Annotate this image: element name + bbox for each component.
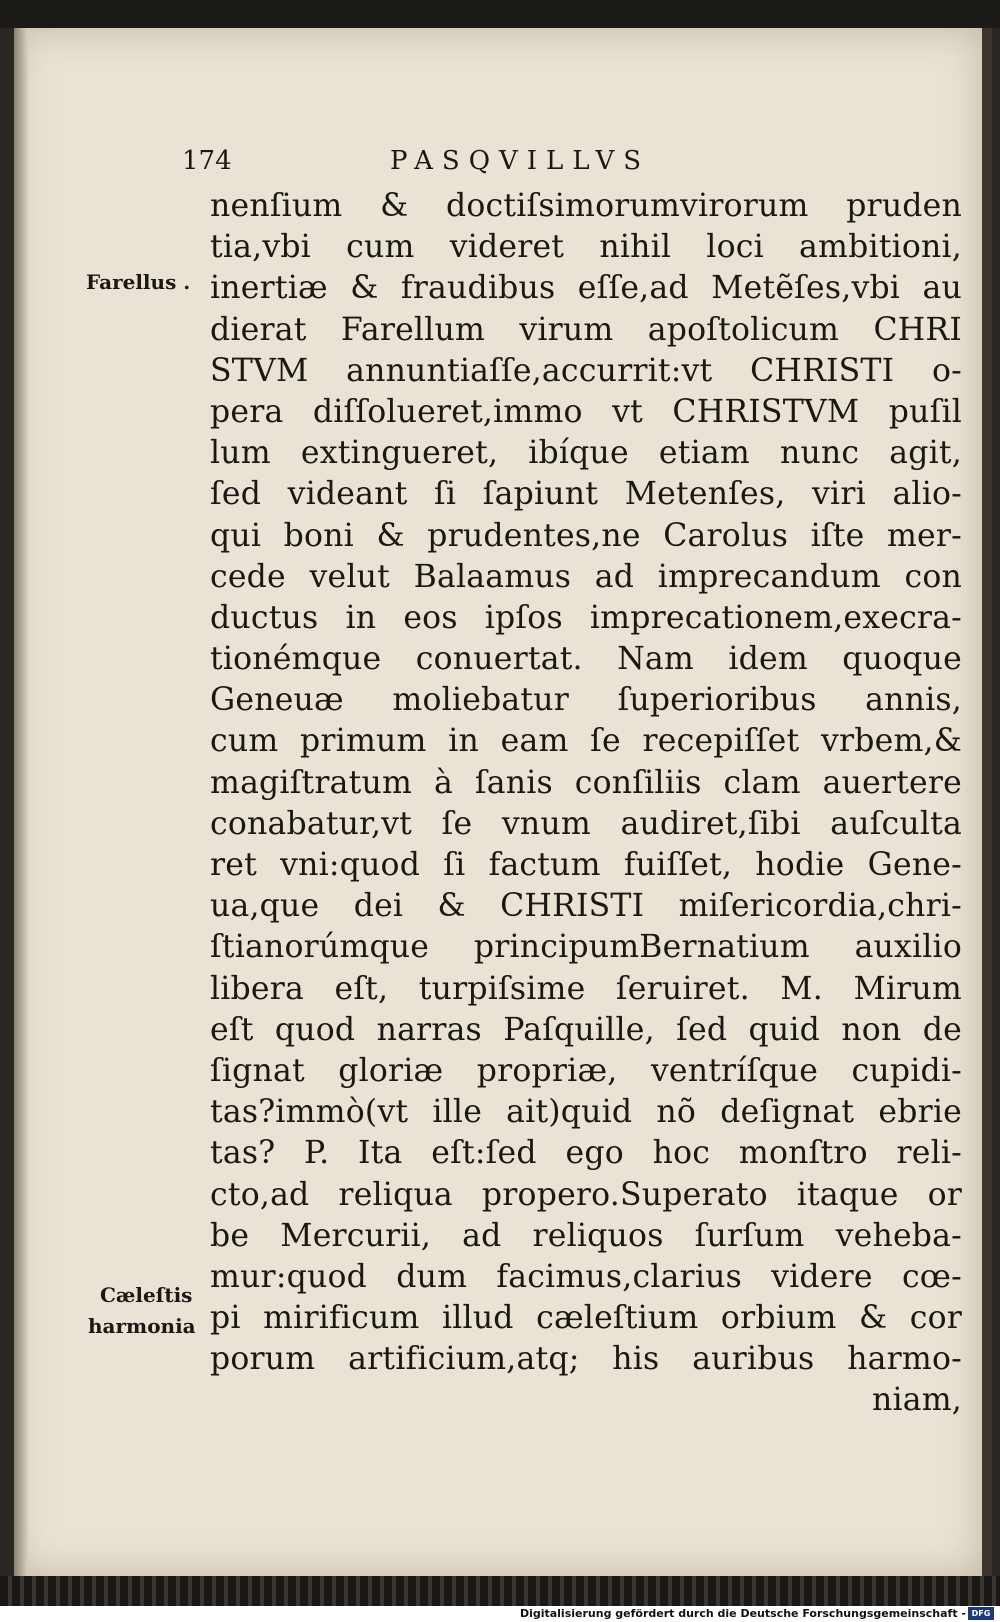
margin-note-caelestis: Cæleſtis <box>100 1283 193 1307</box>
page-header <box>14 146 982 186</box>
text-line: ua,que dei & CHRISTI miſericordia,chri- <box>210 888 962 925</box>
book-page <box>14 28 992 1576</box>
text-line: porum artificium,atq; his auribus harmo- <box>210 1341 962 1378</box>
text-line: be Mercurii, ad reliquos ſurſum vehebа- <box>210 1217 962 1254</box>
text-line: conabatur,vt ſe vnum audiret,ſibi auſculta <box>210 805 962 842</box>
text-line: cede velut Balaamus ad imprecandum con <box>210 558 962 595</box>
text-line: tas?immò(vt ille ait)quid nõ deſignat ebrie <box>210 1094 962 1131</box>
text-line: pera diſſolueret,immo vt CHRISTVM puſil <box>210 393 962 430</box>
text-line: ſed videant ſi ſapiunt Metenſes, viri alio- <box>210 476 962 513</box>
text-line: STVM annuntiaſſe,accurrit:vt CHRISTI o- <box>210 352 962 389</box>
text-line: mur:quod dum facimus,clarius videre cœ- <box>210 1258 962 1295</box>
text-line: cto,ad reliqua propero.Superato itaque or <box>210 1176 962 1213</box>
text-line: eſt quod narras Paſquille, ſed quid non de <box>210 1011 962 1048</box>
text-line: tionémque conuertat. Nam idem quoque <box>210 641 962 678</box>
text-line: pi mirificum illud cæleſtium orbium & cor <box>210 1300 962 1337</box>
page-gutter <box>14 28 28 1576</box>
catchword-line: niam, <box>871 1382 962 1419</box>
text-line: ſtianorúmque principumBernatium auxilio <box>210 929 962 966</box>
text-line: magiſtratum à ſanis conſiliis clam auertere <box>210 764 962 801</box>
scan-bottom-edge <box>0 1576 1000 1606</box>
page-number: 174 <box>182 146 232 176</box>
dfg-logo: DFG <box>968 1607 994 1620</box>
text-line: cum primum in eam ſe recepiſſet vrbem,& <box>210 723 962 760</box>
footer-credit: Digitalisierung gefördert durch die Deutsche Forschungsgemeinschaft - <box>519 1607 966 1620</box>
text-line: nenſium & doctiſsimorumvirorum pruden <box>210 188 962 224</box>
text-line: qui boni & prudentes,ne Carolus iſte mer- <box>210 517 962 554</box>
text-line: dierat Farellum virum apoſtolicum CHRI <box>210 311 962 348</box>
body-text <box>210 186 962 1422</box>
text-line: lum extingueret, ibíque etiam nunc agit, <box>210 435 962 472</box>
margin-note-farellus: Farellus . <box>86 270 191 294</box>
margin-note-harmonia: harmonia <box>88 1314 196 1338</box>
text-line: inertiæ & fraudibus eſſe,ad Metẽſes,vbi au <box>210 270 962 307</box>
text-line: libera eſt, turpiſsime ſeruiret. M. Mirum <box>210 970 962 1007</box>
text-line: Geneuæ moliebatur ſuperioribus annis, <box>210 682 962 719</box>
text-line: tas? P. Ita eſt:ſed ego hoc monſtro reli- <box>210 1135 962 1172</box>
text-line: ret vni:quod ſi factum fuiſſet, hodie Gene- <box>210 847 962 883</box>
text-line: tia,vbi cum videret nihil loci ambitioni, <box>210 229 962 266</box>
text-line: ductus in eos ipſos imprecationem,execra- <box>210 599 962 636</box>
text-line: ſignat gloriæ propriæ, ventríſque cupidi- <box>210 1052 962 1089</box>
running-title: PASQVILLVS <box>390 146 651 176</box>
scan-top-edge <box>0 0 1000 28</box>
